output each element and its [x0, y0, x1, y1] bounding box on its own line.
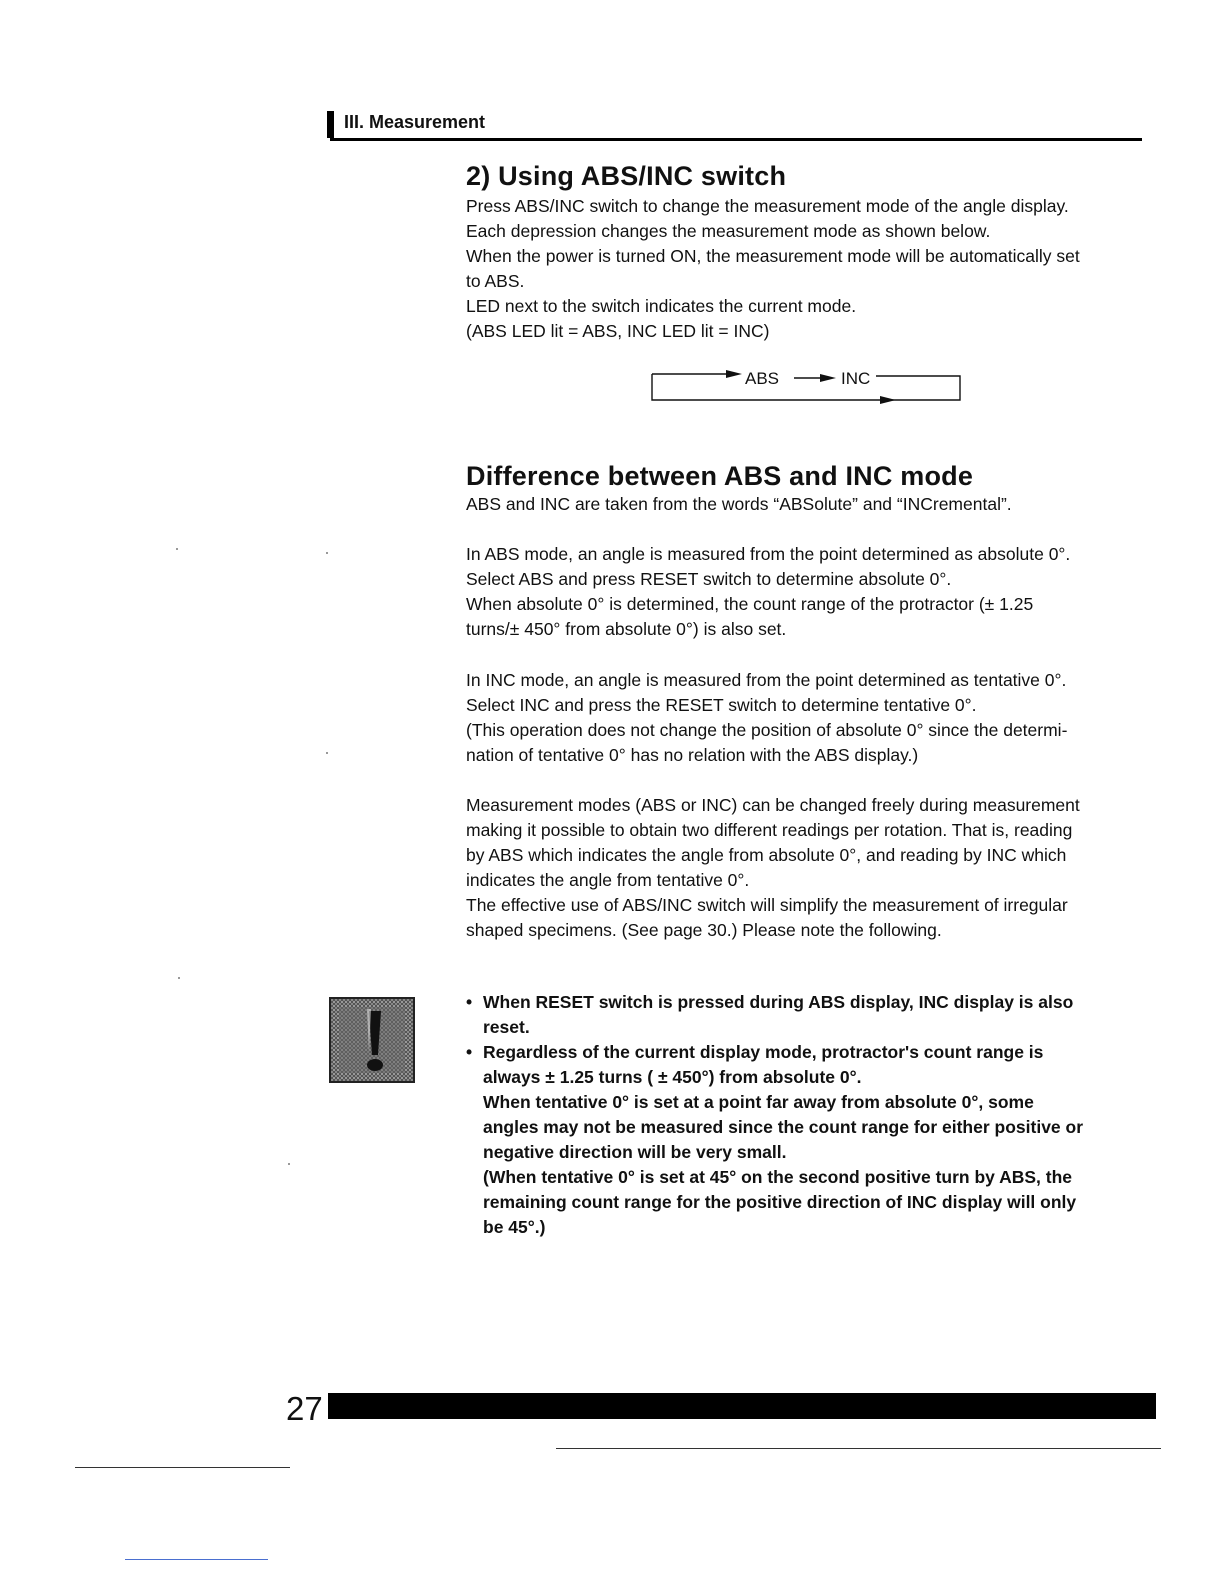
text-line: remaining count range for the positive direction of INC display will only — [483, 1192, 1077, 1212]
text-line: nation of tentative 0° has no relation with the ABS display.) — [466, 745, 919, 765]
footer-rule-blue — [125, 1559, 268, 1560]
text-line: Measurement modes (ABS or INC) can be changed freely during measurement — [466, 795, 1080, 815]
difference-intro — [466, 492, 1156, 517]
text-line: to ABS. — [466, 271, 525, 291]
text-line: Select ABS and press RESET switch to determine absolute 0°. — [466, 569, 952, 589]
arrow-head-abs — [726, 370, 742, 378]
text-line: be 45°.) — [483, 1217, 546, 1237]
arrow-head-return — [880, 396, 896, 404]
arrow-head-inc — [820, 374, 836, 382]
text-line: Select INC and press the RESET switch to determine tentative 0°. — [466, 695, 977, 715]
text-line: (When tentative 0° is set at 45° on the second positive turn by ABS, the — [483, 1167, 1073, 1187]
text-line: angles may not be measured since the count range for either positive or — [483, 1117, 1084, 1137]
footer-bar — [328, 1393, 1156, 1419]
text-line: Each depression changes the measurement mode as shown below. — [466, 221, 991, 241]
text-line: When the power is turned ON, the measurement mode will be automatically set — [466, 246, 1080, 266]
text-line: always ± 1.25 turns ( ± 450°) from absolute 0°. — [483, 1067, 862, 1087]
text-line: When RESET switch is pressed during ABS display, INC display is also — [483, 992, 1074, 1012]
text-line: turns/± 450° from absolute 0°) is also set. — [466, 619, 787, 639]
diagram-label-inc: INC — [841, 369, 871, 388]
heading-difference: Difference between ABS and INC mode — [466, 461, 974, 491]
note-item — [466, 1040, 1166, 1240]
note-item — [466, 990, 1166, 1040]
text-line: When absolute 0° is determined, the count range of the protractor (± 1.25 — [466, 594, 1034, 614]
text-line: (This operation does not change the position of absolute 0° since the determi- — [466, 720, 1068, 740]
scan-speck — [176, 548, 178, 550]
mode-cycle-diagram — [650, 362, 970, 410]
text-line: (ABS LED lit = ABS, INC LED lit = INC) — [466, 321, 770, 341]
text-line: LED next to the switch indicates the current mode. — [466, 296, 857, 316]
scan-speck — [326, 752, 328, 754]
text-line: When tentative 0° is set at a point far away from absolute 0°, some — [483, 1092, 1034, 1112]
text-line: In INC mode, an angle is measured from the point determined as tentative 0°. — [466, 670, 1067, 690]
heading-using-abs-inc: 2) Using ABS/INC switch — [466, 161, 787, 191]
text-line: negative direction will be very small. — [483, 1142, 787, 1162]
text-line: shaped specimens. (See page 30.) Please note the following. — [466, 920, 942, 940]
caution-exclamation-icon — [329, 997, 415, 1083]
scan-speck — [288, 1163, 290, 1165]
bullet-dot: • — [466, 1042, 473, 1062]
scan-speck — [326, 552, 328, 554]
scan-speck — [178, 977, 180, 979]
text-line: Press ABS/INC switch to change the measurement mode of the angle display. — [466, 196, 1069, 216]
bullet-dot: • — [466, 992, 473, 1012]
footer-rule — [75, 1467, 290, 1468]
text-line: indicates the angle from tentative 0°. — [466, 870, 750, 890]
text-line: by ABS which indicates the angle from absolute 0°, and reading by INC which — [466, 845, 1067, 865]
text-line: reset. — [483, 1017, 530, 1037]
abs-inc-paragraph — [466, 194, 1156, 344]
abs-mode-paragraph — [466, 542, 1156, 642]
header-rule — [330, 138, 1142, 141]
text-line: In ABS mode, an angle is measured from the point determined as absolute 0°. — [466, 544, 1071, 564]
section-header: III. Measurement — [344, 112, 486, 132]
text-line: Regardless of the current display mode, protractor's count range is — [483, 1042, 1044, 1062]
section-marker-bar — [327, 111, 334, 138]
diagram-label-abs: ABS — [745, 369, 780, 388]
footer-rule — [556, 1448, 1161, 1449]
text-line: making it possible to obtain two different readings per rotation. That is, reading — [466, 820, 1073, 840]
text-line: The effective use of ABS/INC switch will simplify the measurement of irregular — [466, 895, 1068, 915]
text-line: ABS and INC are taken from the words “ABSolute” and “INCremental”. — [466, 494, 1012, 514]
usage-paragraph — [466, 793, 1156, 943]
notes-list — [466, 990, 1166, 1240]
inc-mode-paragraph — [466, 668, 1156, 768]
page-number: 27 — [286, 1390, 323, 1427]
